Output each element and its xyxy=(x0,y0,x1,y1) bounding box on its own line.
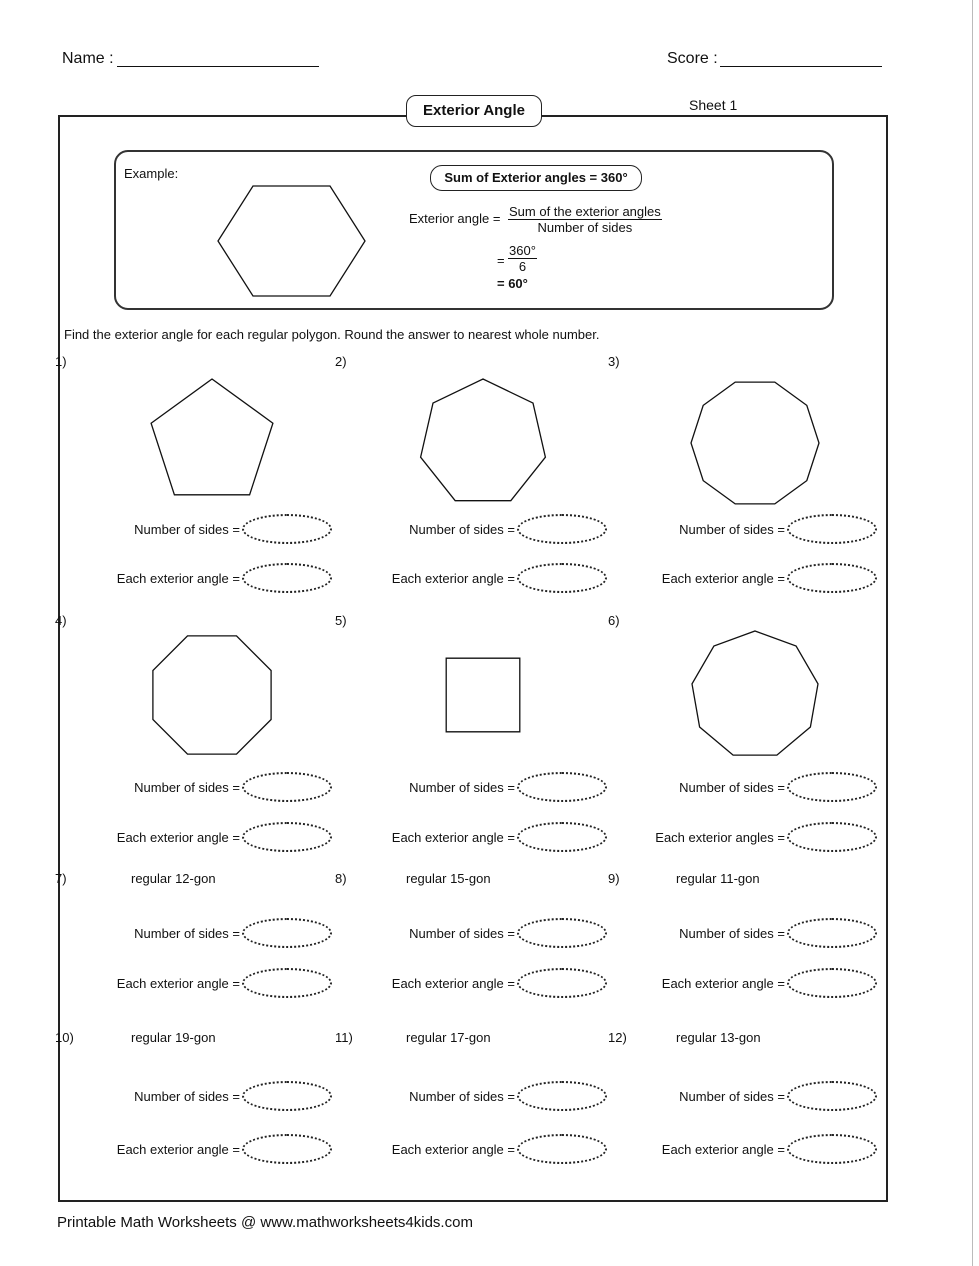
problem-number: 5) xyxy=(335,613,347,628)
sides-label: Number of sides = xyxy=(409,522,515,537)
problem-number: 2) xyxy=(335,354,347,369)
sum-rule: Sum of Exterior angles = 360° xyxy=(430,165,642,191)
angle-answer-field[interactable] xyxy=(787,563,877,593)
score-field[interactable] xyxy=(720,66,882,67)
sides-label: Number of sides = xyxy=(679,522,785,537)
angle-label: Each exterior angle = xyxy=(116,571,240,586)
problem-text: regular 13-gon xyxy=(676,1030,761,1045)
angle-label: Each exterior angle = xyxy=(116,976,240,991)
angle-label: Each exterior angle = xyxy=(116,1142,240,1157)
formula-numerator: Sum of the exterior angles xyxy=(509,204,661,219)
problem-number: 6) xyxy=(608,613,620,628)
problem-number: 12) xyxy=(608,1030,627,1045)
name-field[interactable] xyxy=(117,66,319,67)
problem-number: 4) xyxy=(55,613,67,628)
sides-label: Number of sides = xyxy=(409,1089,515,1104)
angle-answer-field[interactable] xyxy=(787,968,877,998)
angle-label: Each exterior angle = xyxy=(391,976,515,991)
sides-label: Number of sides = xyxy=(679,926,785,941)
angle-label: Each exterior angle = xyxy=(391,1142,515,1157)
sheet-number: Sheet 1 xyxy=(689,97,738,113)
step-numerator: 360° xyxy=(509,243,536,258)
step-equals: = xyxy=(497,253,505,268)
angle-label: Each exterior angles = xyxy=(655,830,785,845)
instructions: Find the exterior angle for each regular polygon. Round the answer to nearest whole number. xyxy=(64,327,600,342)
sides-label: Number of sides = xyxy=(679,1089,785,1104)
sides-answer-field[interactable] xyxy=(787,1081,877,1111)
angle-label: Each exterior angle = xyxy=(391,571,515,586)
sides-answer-field[interactable] xyxy=(787,918,877,948)
problem-number: 1) xyxy=(55,354,67,369)
sides-answer-field[interactable] xyxy=(787,772,877,802)
angle-label: Each exterior angle = xyxy=(661,976,785,991)
score-label: Score : xyxy=(667,50,718,67)
problem-number: 3) xyxy=(608,354,620,369)
worksheet-title: Exterior Angle xyxy=(406,95,542,127)
angle-label: Each exterior angle = xyxy=(391,830,515,845)
problem-number: 10) xyxy=(55,1030,74,1045)
polygon-shape xyxy=(137,625,287,765)
polygon-shape xyxy=(408,373,558,513)
example-hexagon xyxy=(215,183,370,299)
problem-number: 11) xyxy=(335,1030,353,1045)
sides-label: Number of sides = xyxy=(409,926,515,941)
problem-number: 7) xyxy=(55,871,67,886)
footer: Printable Math Worksheets @ www.mathworksheets4kids.com xyxy=(57,1214,473,1231)
polygon-shape xyxy=(680,625,830,765)
angle-answer-field[interactable] xyxy=(787,822,877,852)
problem-text: regular 11-gon xyxy=(676,871,760,886)
step-fraction xyxy=(508,243,537,274)
example-label: Example: xyxy=(124,166,179,181)
example-result: = 60° xyxy=(497,276,528,291)
angle-label: Each exterior angle = xyxy=(661,1142,785,1157)
formula-fraction xyxy=(508,204,662,235)
sides-label: Number of sides = xyxy=(134,780,240,795)
problem-text: regular 17-gon xyxy=(406,1030,491,1045)
sides-label: Number of sides = xyxy=(409,780,515,795)
sides-answer-field[interactable] xyxy=(787,514,877,544)
polygon-shape xyxy=(137,373,287,513)
sides-label: Number of sides = xyxy=(134,926,240,941)
problem-text: regular 19-gon xyxy=(131,1030,216,1045)
step-denominator: 6 xyxy=(518,259,527,274)
scan-edge xyxy=(972,0,973,1266)
angle-label: Each exterior angle = xyxy=(116,830,240,845)
formula-denominator: Number of sides xyxy=(537,220,633,235)
problem-text: regular 15-gon xyxy=(406,871,491,886)
problem-text: regular 12-gon xyxy=(131,871,216,886)
sides-label: Number of sides = xyxy=(679,780,785,795)
name-label: Name : xyxy=(62,50,114,67)
problem-number: 8) xyxy=(335,871,347,886)
problem-number: 9) xyxy=(608,871,620,886)
formula-lhs: Exterior angle = xyxy=(409,211,501,226)
angle-answer-field[interactable] xyxy=(787,1134,877,1164)
polygon-shape xyxy=(680,373,830,513)
sides-label: Number of sides = xyxy=(134,522,240,537)
polygon-shape xyxy=(408,625,558,765)
sides-label: Number of sides = xyxy=(134,1089,240,1104)
angle-label: Each exterior angle = xyxy=(661,571,785,586)
